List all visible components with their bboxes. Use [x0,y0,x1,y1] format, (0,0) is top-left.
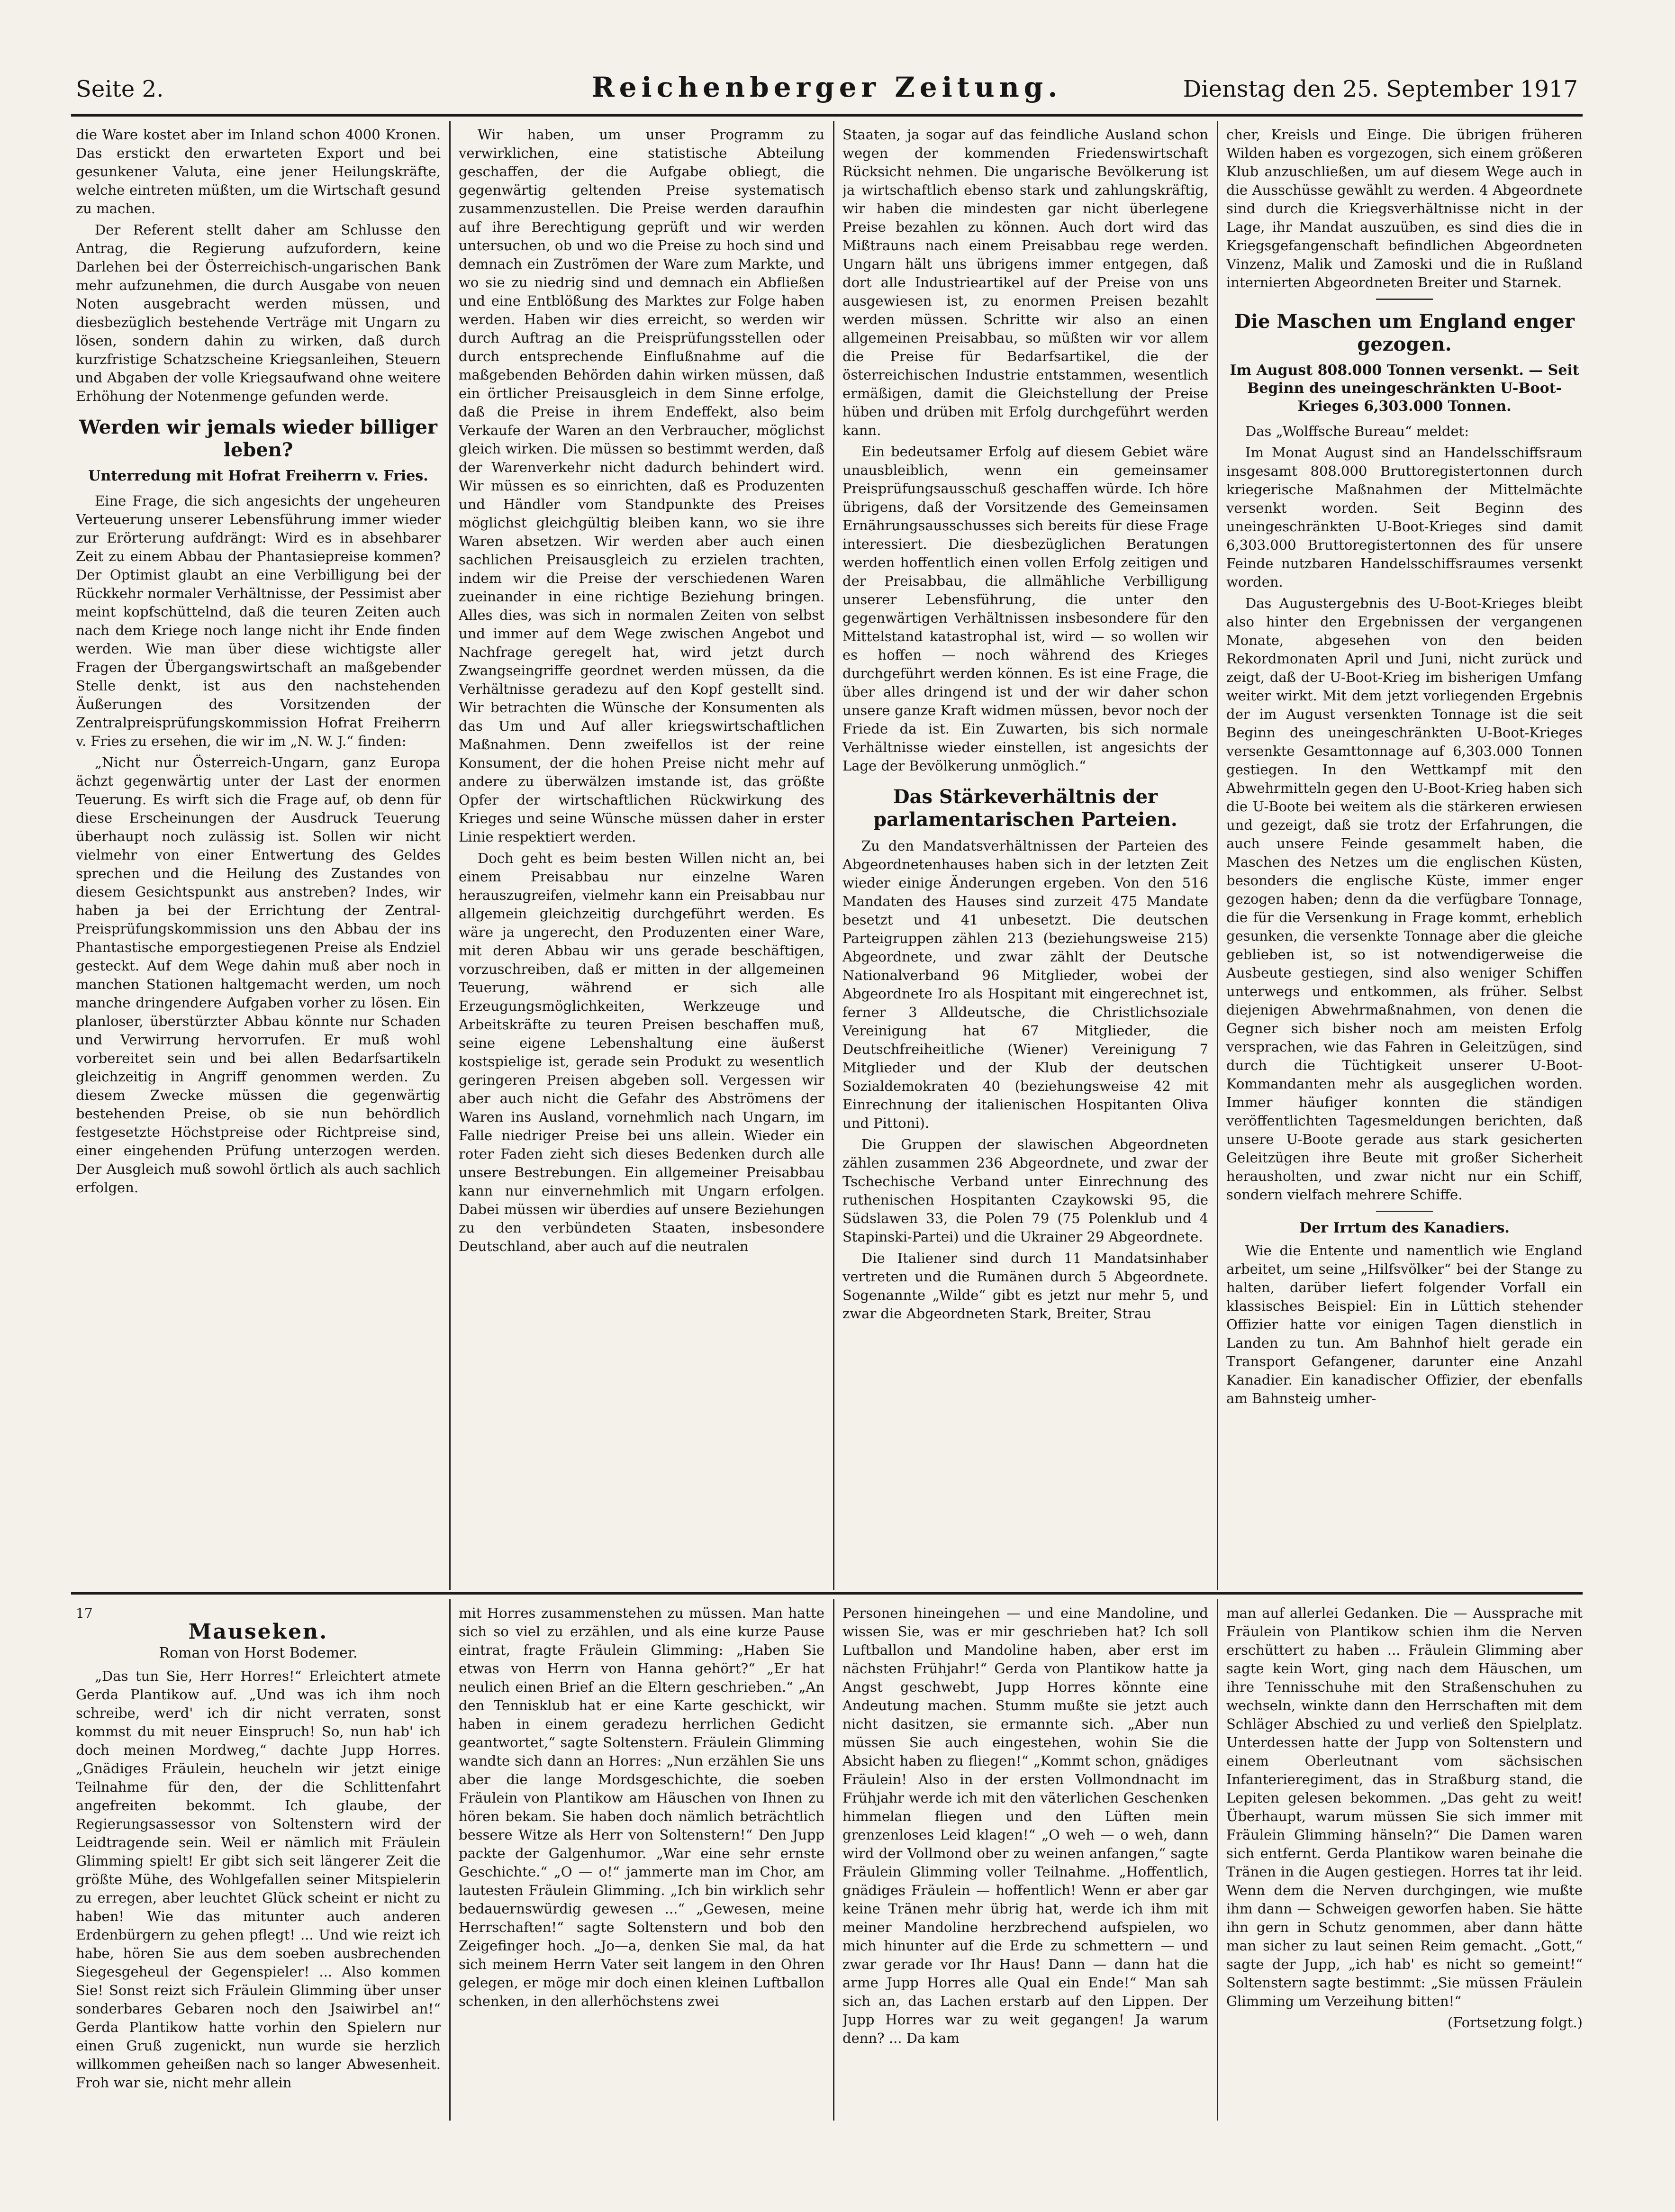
article-subheadline: Im August 808.000 Tonnen versenkt. — Seit Beginn des uneingeschränkten U-Boot-Krieges 6,303.000 Tonnen. [1230,362,1579,415]
article-headline-england: Die Maschen um England enger gezogen. [1234,310,1575,355]
article-paragraph: Ein bedeutsamer Erfolg auf diesem Gebiet wäre unausbleiblich, wenn ein gemeinsamer Preisprüfungsausschuß geschaffen würde. Ich höre übrigens, daß der Vorsitzende des Gemeinsamen Ernährungsausschusses sich bereits für diese Frage interessiert. Die diesbezüglichen Beratungen werden hoffentlich einen vollen Erfolg zeitigen und der Preisabbau, die allmähliche Verbilligung unserer Lebensführung, die unter den gegenwärtigen Verhältnissen insbesondere für den Mittelstand katastrophal ist, wird — so wollen wir es hoffen — noch während des Krieges durchgeführt werden können. Es ist eine Frage, die über alles dringend ist und der wir daher schon unsere ganze Kraft widmen müssen, bevor noch der Friede da ist. Ein Zuwarten, bis sich normale Verhältnisse wieder einstellen, ist angesichts der Lage der Bevölkerung unmöglich.“ [842,444,1208,774]
article-paragraph: Zu den Mandatsverhältnissen der Parteien des Abgeordnetenhauses haben sich in der letzten Zeit wieder einige Änderungen ergeben. Von den 516 Mandaten des Hauses sind zurzeit 475 Mandate besetzt und 41 unbesetzt. Die deutschen Parteigruppen zählen 213 (beziehungsweise 215) Abgeordnete, und zwar zählt der Deutsche Nationalverband 96 Mitglieder, wobei der Abgeordnete Iro als Hospitant mit eingerechnet ist, ferner 3 Alldeutsche, die Christlichsoziale Vereinigung hat 67 Mitglieder, die Deutschfreiheitliche (Wiener) Vereinigung 7 Mitglieder und der Klub der deutschen Sozialdemokraten 40 (beziehungsweise 42 mit Einrechnung der italienischen Hospitanten Oliva und Pittoni). [842,838,1208,1131]
feuilleton-column-4 [1226,1604,1583,2121]
article-paragraph: „Nicht nur Österreich-Ungarn, ganz Europa ächzt gegenwärtig unter der Last der enormen Teuerung. Es wirft sich die Frage auf, ob denn für diese Erscheinungen der Ausdruck Teuerung überhaupt noch zulässig ist. Sollen wir nicht vielmehr von einer Entwertung des Geldes sprechen und die Heilung des Zustandes von diesem Gesichtspunkt aus anstreben? Indes, wir haben ja bei der Errichtung der Zentral-Preisprüfungskommission uns den Abbau der ins Phantastische emporgestiegenen Preise als Endziel gesteckt. Auf dem Wege dahin muß aber noch in manchen Stationen haltgemacht werden, um noch manche dringendere Aufgaben vorher zu lösen. Ein planloser, überstürzter Abbau könnte nur Schaden und Verwirrung hervorrufen. Er muß wohl vorbereitet sein und bei allen Bedarfsartikeln gleichzeitig in Angriff genommen werden. Zu diesem Zwecke müssen die gegenwärtig bestehenden Preise, ob sie nun behördlich festgesetzte Höchstpreise oder Richtpreise sind, einer eingehenden Prüfung unterzogen werden. Der Ausgleich muß sowohl örtlich als auch sachlich erfolgen. [76,754,441,1196]
issue-date: Dienstag den 25. September 1917 [1183,76,1578,102]
masthead [76,71,1578,104]
article-paragraph: die Ware kostet aber im Inland schon 4000 Kronen. Das erstickt den erwarteten Export und bei gesunkener Valuta, eine jener Heilungskräfte, welche eintreten müßten, um die Wirtschaft gesund zu machen. [76,127,441,217]
column-rule-3 [1217,121,1218,1590]
column-rule-6 [1217,1599,1218,2121]
feuilleton-column-1 [76,1604,441,2121]
column-rule-2 [833,121,834,1590]
article-headline-parteien: Das Stärkeverhältnis der parlamentarischen Parteien. [873,786,1177,831]
column-2 [459,126,824,1585]
feuilleton-column-2 [459,1604,824,2121]
installment-number: 17 [76,1605,93,1621]
article-headline-billiger-leben: Werden wir jemals wieder billiger leben? [79,416,437,461]
article-paragraph: Das Augustergebnis des U-Boot-Krieges bleibt also hinter den Ergebnissen der vergangenen Monate, abgesehen von den beiden Rekordmonaten April und Juni, nicht zurück und zeigt, daß der U-Boot-Krieg im bisherigen Umfang weiter wirkt. Mit dem jetzt vorliegenden Ergebnis der im August versenkten Tonnage ist die seit Beginn des uneingeschränkten U-Boot-Krieges versenkte Gesamttonnage auf 6,303.000 Tonnen gestiegen. In den Wettkampf mit den Abwehrmitteln gegen den U-Boot-Krieg haben sich die U-Boote bei weitem als die stärkeren erwiesen und gezeigt, daß sie trotz der Erfahrungen, die auch unsere Feinde gesammelt haben, die Maschen des Netzes um die englischen Küsten, besonders die englische Küste, immer enger gezogen haben; denn da die verfügbare Tonnage, die für die Versenkung in Frage kommt, erheblich gesunken, die versenkte Tonnage aber die gleiche geblieben ist, so ist notwendigerweise die Ausbeute gestiegen, sind also weniger Schiffen unterwegs und entkommen, als früher. Selbst diejenigen Abwehrmaßnahmen, von denen die Gegner sich bisher noch am meisten Erfolg versprachen, wie das Fahren in Geleitzügen, sind durch die Tüchtigkeit unserer U-Boot-Kommandanten mehr als ausgeglichen worden. Immer häufiger konnten die ständigen veröffentlichten Tagesmeldungen berichten, daß unsere U-Boote gerade aus stark gesicherten Geleitzügen ihre Beute mit großer Sicherheit herausholten, und zwar nicht nur ein Schiff, sondern vielfach mehrere Schiffe. [1226,595,1583,1203]
feuilleton-rule [71,1592,1583,1595]
novel-author: Roman von Horst Bodemer. [159,1645,358,1661]
continuation-note: (Fortsetzung folgt.) [1447,2014,1583,2031]
article-paragraph: Im Monat August sind an Handelsschiffsraum insgesamt 808.000 Bruttoregistertonnen durch kriegerische Maßnahmen der Mittelmächte versenkt worden. Seit Beginn des uneingeschränkten U-Boot-Krieges sind damit 6,303.000 Bruttoregistertonnen des für unsere Feinde nutzbaren Handelsschiffsraumes versenkt worden. [1226,444,1583,590]
column-rule-5 [833,1599,834,2121]
column-1 [76,126,441,1585]
article-subheadline: Unterredung mit Hofrat Freiherrn v. Fries. [88,468,428,484]
novel-title: Mauseken. [188,1620,328,1644]
newspaper-title: Reichenberger Zeitung. [591,71,1062,103]
page-number: Seite 2. [76,76,164,102]
column-4 [1226,126,1583,1585]
article-paragraph: Eine Frage, die sich angesichts der ungeheuren Verteuerung unserer Lebensführung immer wieder zur Erörterung aufdrängt: Wird es in absehbarer Zeit zu einem Abbau der Phantasiepreise kommen? Der Optimist glaubt an eine Verbilligung bei der Rückkehr normaler Verhältnisse, der Pessimist aber meint kopfschüttelnd, daß die teuren Zeiten auch nach dem Kriege noch lange nicht ihr Ende finden werden. Wie man über diese wichtigste aller Fragen der Übergangswirtschaft an maßgebender Stelle denkt, ist aus den nachstehenden Äußerungen des Vorsitzenden der Zentralpreisprüfungskommission Hofrat Freiherrn v. Fries zu ersehen, die wir im „N. W. J.“ finden: [76,493,441,749]
article-paragraph: Die Gruppen der slawischen Abgeordneten zählen zusammen 236 Abgeordnete, und zwar der Tschechische Verband unter Einrechnung des ruthenischen Hospitanten Czaykowski 95, die Südslawen 33, die Polen 79 (75 Polenklub und 4 Stapinski-Partei) und die Ukrainer 29 Abgeordnete. [842,1136,1208,1245]
novel-text: Personen hineingehen — und eine Mandoline, und wissen Sie, was er mir geschrieben hat? Ich soll Luftballon und Mandoline haben, aber erst im nächsten Frühjahr!“ Gerda von Plantikow hatte ja Angst geschwebt, Jupp Horres könnte eine Andeutung machen. Stumm mußte sie jetzt auch nicht dasitzen, sie ermannte sich. „Aber nun müssen Sie auch eingestehen, wohin Sie die Absicht haben zu fliegen!“ „Kommt schon, gnädiges Fräulein! Also in der ersten Vollmondnacht im Frühjahr werde ich mit den väterlichen Geschenken himmelan fliegen und den Lüften mein grenzenloses Leid klagen!“ „O weh — o weh, dann wird der Vollmond ober zu weinen anfangen,“ sagte Fräulein Glimming voller Teilnahme. „Hoffentlich, gnädiges Fräulein — hoffentlich! Wenn er aber gar keine Tränen mehr übrig hat, werde ich ihm mit meiner Mandoline herzbrechend aufspielen, wo mich hinunter auf die Erde zu schmettern — und zwar gerade vor Ihr Haus! Dann — dann hat die arme Jupp Horres alle Qual ein Ende!“ Man sah sich an, das Lachen erstarb auf den Lippen. Der Jupp Horres war zu weit gegangen! Ja warum denn? ... Da kam [842,1605,1208,2046]
novel-text: „Das tun Sie, Herr Horres!“ Erleichtert atmete Gerda Plantikow auf. „Und was ich ihm noch schreibe, werd' ich dir nicht verraten, sonst kommst du mit neuer Einspruch! So, nun hab' ich doch meinen Mordweg,“ dachte Jupp Horres. „Gnädiges Fräulein, heucheln wir jetzt einige Teilnahme für den, der die Schlittenfahrt angefreiten bekommt. Ich glaube, der Regierungsassessor von Soltenstern wird der Leidtragende sein. Weil er nämlich mit Fräulein Glimming spielt! Er gibt sich seit längerer Zeit die größte Mühe, des Wohlgefallen seiner Mitspielerin zu erregen, aber leuchtet Glück scheint er nicht zu haben! Wie das mitunter auch anderen Erdenbürgern zu gehen pflegt! ... Und wie reizt ich habe, hören Sie aus dem soeben ausbrechenden Siegesgeheul der Gegenspieler! ... Also kommen Sie! Sonst reizt sich Fräulein Glimming über unser sonderbares Gebaren noch den Jsaiwirbel an!“ Gerda Plantikow hatte vorhin den Spielern nur einen Gruß zugenickt, nun wurde sie herzlich willkommen geheißen nach so langer Abwesenheit. Froh war sie, nicht mehr allein [76,1668,441,2091]
novel-text: mit Horres zusammenstehen zu müssen. Man hatte sich so viel zu erzählen, und als eine kurze Pause eintrat, fragte Fräulein Glimming: „Haben Sie etwas von Herrn von Hanna gehört?“ „Er hat neulich einen Brief an die Eltern geschrieben.“ „An den Tennisklub hat er eine Karte geschickt, wir haben in einem geradezu herrlichen Gedicht geantwortet,“ sagte Soltenstern. Fräulein Glimming wandte sich dann an Horres: „Nun erzählen Sie uns aber die lange Mordsgeschichte, die soeben Fräulein von Plantikow am Häuschen von Ihnen zu hören bekam. Sie haben doch nämlich beträchtlich bessere Witze als Herr von Soltenstern!“ Den Jupp packte der Galgenhumor. „War eine sehr ernste Geschichte.“ „O — o!“ jammerte man im Chor, am lautesten Fräulein Glimming. „Ich bin wirklich sehr bedauernswürdig gewesen ...“ „Gewesen, meine Herrschaften!“ sagte Soltenstern und bob den Zeigefinger hoch. „Jo—a, denken Sie mal, da hat sich meinem Herrn Vater seit langem in den Ohren gelegen, er möge mir doch einen kleinen Luftballon schenken, in den allerhöchstens zwei [459,1605,824,2009]
article-paragraph: Die Italiener sind durch 11 Mandatsinhaber vertreten und die Rumänen durch 5 Abgeordnete. Sogenannte „Wilde“ gibt es jetzt nur mehr 5, und zwar die Abgeordneten Stark, Breiter, Strau [842,1250,1208,1322]
masthead-rule [71,114,1583,117]
article-paragraph: cher, Kreisls und Einge. Die übrigen früheren Wilden haben es vorgezogen, sich einem größeren Klub anzuschließen, um auf diesem Wege auch in die Ausschüsse gewählt zu werden. 4 Abgeordnete sind durch die Kriegsverhältnisse nicht in der Lage, ihr Mandat auszuüben, es sind dies die in Kriegsgefangenschaft befindlichen Abgeordneten Vinzenz, Malik und Zamoski und die in Rußland internierten Abgeordneten Breiter und Starnek. [1226,127,1583,290]
article-paragraph: Staaten, ja sogar auf das feindliche Ausland schon wegen der kommenden Friedenswirtschaft Rücksicht nehmen. Die ungarische Bevölkerung ist ja wirtschaftlich ebenso stark und zahlungskräftig, wir haben die mindesten gar nicht überlegene Preise bezahlen zu können. Auch dort wird das Mißtrauns nach einem Preisabbau rege werden. Ungarn hält uns übrigens immer entgegen, daß dort alle Industrieartikel auf der Preise von uns ausgewiesen ist, zu enormen Preisen bezahlt werden müssen. Schritte wir also an einen allgemeinen Preisabbau, so müßten wir vor allem die Preise für Bedarfsartikel, die der österreichischen Industrie entstammen, wesentlich ermäßigen, damit die Gleichstellung der Preise hüben und drüben mit Erfolg durchgeführt werden kann. [842,127,1208,438]
article-paragraph: Wir haben, um unser Programm zu verwirklichen, eine statistische Abteilung geschaffen, der die Aufgabe obliegt, die gegenwärtig geltenden Preise systematisch zusammenzustellen. Die Preise werden daraufhin auf ihre Berechtigung geprüft und wir werden untersuchen, ob und wo die Preise zu hoch sind und demnach ein Zuströmen der Ware zum Markte, und wo sie zu niedrig sind und demnach ein Abfließen und eine Entblößung des Marktes zur Folge haben werden. Haben wir dies erreicht, so werden wir durch Auftrag an die Preisprüfungsstellen oder durch entsprechende Einflußnahme auf die maßgebenden Behörden dahin wirken müssen, daß ein örtlicher Preisausgleich in dem Sinne erfolge, daß die Preise in ihrem Endeffekt, also beim Verkaufe der Waren an den Verbraucher, möglichst gleich wirken. Die müssen so bestimmt werden, daß der Warenverkehr nicht dadurch behindert wird. Wir müssen es so einrichten, daß es Produzenten und Händler vom Standpunkte des Preises möglichst gleichgültig bleiben kann, wo sie ihre Waren absetzen. Wir werden aber auch einen sachlichen Preisausgleich zu erzielen trachten, indem wir die Preise der verschiedenen Waren zueinander in eine richtige Beziehung bringen. Alles dies, was sich in normalen Zeiten von selbst und immer auf dem Wege zwischen Angebot und Nachfrage geregelt hat, wird jetzt durch Zwangseingriffe geordnet werden müssen, da die Verhältnisse geradezu auf den Kopf gestellt sind. Wir betrachten die Wünsche der Konsumenten als das Um und Auf aller kriegswirtschaftlichen Maßnahmen. Denn zweifellos ist der reine Konsument, der die hohen Preise nicht mehr auf andere zu überwälzen imstande ist, das größte Opfer der wirtschaftlichen Rückwirkung des Krieges und seine Wünsche müssen daher in erster Linie respektiert werden. [459,127,824,845]
separator-dash [1376,299,1433,300]
article-headline-kanadier: Der Irrtum des Kanadiers. [1299,1220,1510,1236]
novel-text: man auf allerlei Gedanken. Die — Aussprache mit Fräulein von Plantikow schien ihm die Nerven erschüttert zu haben ... Fräulein Glimming aber sagte kein Wort, ging nach dem Häuschen, um ihre Tennisschuhe mit den Straßenschuhen zu wechseln, winkte dann den Herrschaften mit dem Schläger Abschied zu und verließ den Spielplatz. Unterdessen hatte der Jupp von Soltenstern und einem Oberleutnant vom sächsischen Infanterieregiment, das in Straßburg stand, die Lepiten gelesen bekommen. „Das geht zu weit! Überhaupt, warum müssen Sie sich immer mit Fräulein Glimming hänseln?“ Die Damen waren sich entfernt. Gerda Plantikow waren beinahe die Tränen in die Augen gestiegen. Horres tat ihr leid. Wenn dem die Nerven durchgingen, wie mußte ihm dann — Schweigen geworfen haben. Sie hätte ihn gern in Schutz genommen, aber dann hätte man sicher zu laut seinen Reim gemacht. „Gott,“ sagte der Jupp, „ich hab' es nicht so gemeint!“ Soltenstern sagte bestimmt: „Sie müssen Fräulein Glimming um Verzeihung bitten!“ [1226,1605,1583,2009]
column-rule-1 [449,121,451,1590]
separator-dash [1376,1211,1433,1212]
column-3 [842,126,1208,1585]
feuilleton-column-3 [842,1604,1208,2121]
article-paragraph: Der Referent stellt daher am Schlusse den Antrag, die Regierung aufzufordern, keine Darlehen bei der Österreichisch-ungarischen Bank mehr aufzunehmen, die durch Ausgabe von neuen Noten ausgebracht werden müssen, und diesbezüglich bestehende Verträge mit Ungarn zu lösen, sondern dahin zu wirken, daß durch kurzfristige Schatzscheine Kriegsanleihen, Steuern und Abgaben der volle Kriegsaufwand ohne weitere Erhöhung der Notenmenge gefunden werde. [76,222,441,404]
column-rule-4 [449,1599,451,2121]
article-paragraph: Das „Wolffsche Bureau“ meldet: [1245,423,1469,439]
article-paragraph: Doch geht es beim besten Willen nicht an, bei einem Preisabbau nur einzelne Waren herauszugreifen, vielmehr kann ein Preisabbau nur allgemein gleichzeitig durchgeführt werden. Es wäre ja ungerecht, den Produzenten einer Ware, mit deren Abbau wir uns gerade beschäftigen, vorzuschreiben, daß er mitten in der allgemeinen Teuerung, während er sich alle Erzeugungsmöglichkeiten, Werkzeuge und Arbeitskräfte zu teuren Preisen beschaffen muß, seine eigene Lebenshaltung eine äußerst kostspielige ist, gerade sein Produkt zu wesentlich geringeren Preisen abgeben soll. Vergessen wir aber auch nicht die Gefahr des Abströmens der Waren ins Ausland, vornehmlich nach Ungarn, im Falle niedriger Preise bei uns allein. Wieder ein roter Faden zieht sich dieses Bedenken durch alle unsere Bestrebungen. Ein allgemeiner Preisabbau kann nur einvernehmlich mit Ungarn erfolgen. Dabei müssen wir überdies auf unsere Beziehungen zu den verbündeten Staaten, insbesondere Deutschland, aber auch auf die neutralen [459,850,824,1254]
article-paragraph: Wie die Entente und namentlich wie England arbeitet, um seine „Hilfsvölker“ bei der Stange zu halten, darüber liefert folgender Vorfall ein klassisches Beispiel: Ein in Lüttich stehender Offizier hatte vor einigen Tagen dienstlich in Landen zu tun. Am Bahnhof hielt gerade ein Transport Gefangener, darunter eine Anzahl Kanadier. Ein kanadischer Offizier, der ebenfalls am Bahnsteig umher- [1226,1242,1583,1406]
